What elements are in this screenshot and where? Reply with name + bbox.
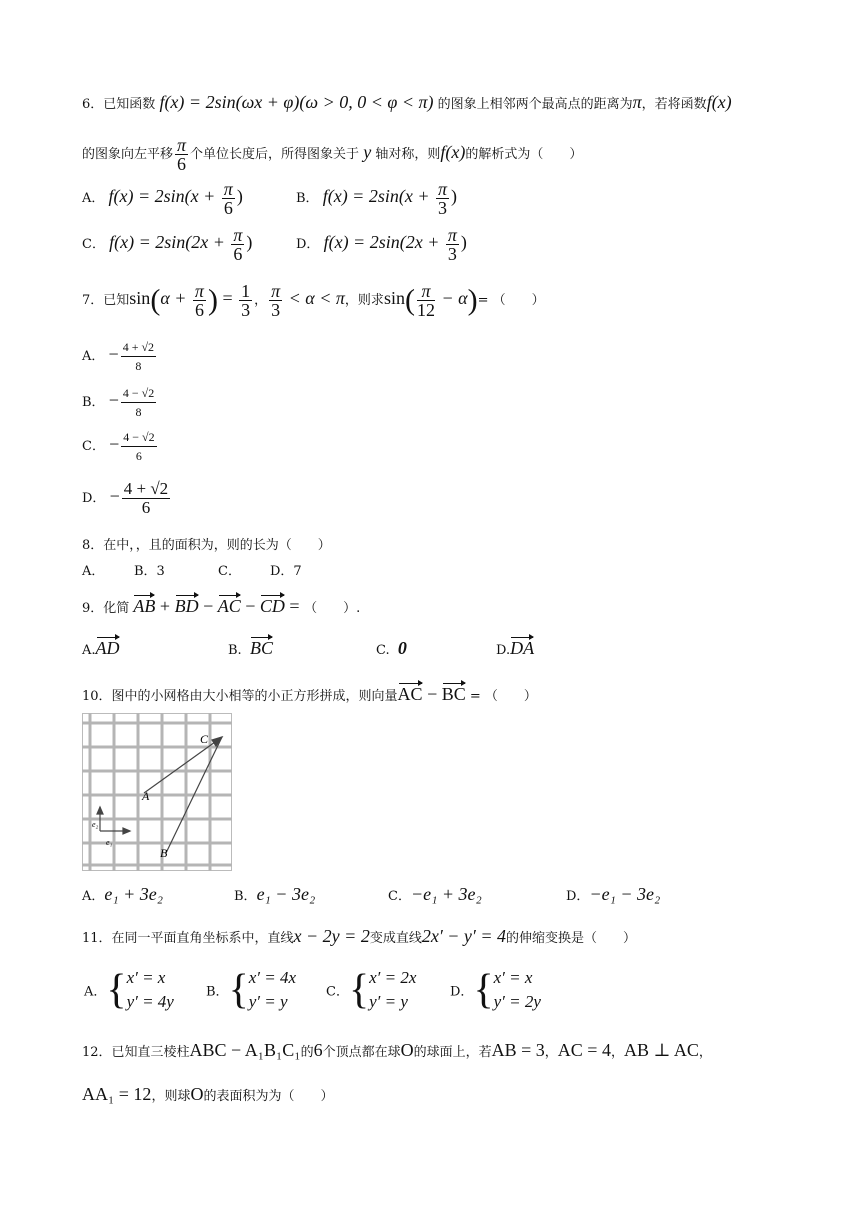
q6-option-a-den: 6 [223,198,233,218]
q11-option-c [326,966,416,1014]
q11-option-a-label: A． [84,984,107,1000]
q6-pi: π [632,92,642,112]
q9-minus2: − [240,596,260,616]
q9-option-a-vec: AD [95,638,120,658]
q7-option-d [82,480,172,517]
q6-number: 6． [82,97,104,112]
q6-option-b-den: 3 [437,198,447,218]
q7-result-den: 3 [241,300,251,320]
q7-option-b-num: 4 − √2 [121,384,156,403]
q11-option-a-eq2: y′ = 4y [126,992,174,1011]
q11-line2: 2x′ − y′ = 4 [421,926,506,946]
q11-option-c-brace: { [348,967,370,1013]
q10-grid-figure [82,713,232,871]
q10-vec-ac: AC [397,684,423,704]
q12-text4: 的球面上，若 [413,1045,492,1060]
q9-option-c-zero: 0 [397,638,407,658]
q11-option-b [206,966,296,1014]
q10-option-b-label: B． [234,889,257,904]
q7-frac2 [417,282,435,319]
q9-plus: + [155,596,175,616]
q12-text6: 的表面积为为（ ） [203,1089,334,1104]
q7-frac1-den: 6 [194,300,204,320]
q6-line1 [82,92,732,115]
q7-option-c-num: 4 − √2 [121,428,156,447]
q6-option-d-expr: f(x) = 2sin(2x + [323,232,444,252]
q9-vec-ac: AC [217,596,241,616]
q10-option-b-expr: e₁ − 3e₂ [256,884,316,904]
q11-option-c-system [369,966,416,1014]
q6-text2: 的图象上相邻两个最高点的距离为 [437,97,633,112]
q6-option-b-num: π [437,179,447,199]
q12-o2: O [190,1084,204,1104]
q7-option-a [82,338,158,375]
q7-option-d-num: 4 + √2 [123,479,169,498]
q10-option-c-label: C． [388,889,411,904]
q7-option-b-label: B． [82,395,105,410]
q6-option-b [296,180,457,217]
q12-text3: 个顶点都在球 [322,1045,401,1060]
q9-option-c [376,638,407,659]
fig-label-a: A [142,789,150,803]
q12-line2 [82,1084,333,1107]
q10-stem [82,684,537,707]
q7-cond-frac [269,282,282,319]
q6-option-a [82,180,243,217]
q11-option-b-eq1: x′ = 4x [248,968,297,987]
fig-label-c: C [200,732,209,746]
q11-option-b-brace: { [228,967,249,1013]
q11-line1: x − 2y = 2 [293,926,370,946]
q6-option-c-num: π [233,225,243,245]
q10-option-d [566,884,660,905]
fig-label-e1: e₁ [106,838,113,847]
q6-option-c [82,226,252,263]
q8-option-c: C． [218,564,241,579]
q7-result-num: 1 [241,281,251,301]
q7-option-a-neg: − [108,344,119,364]
q7-minus-alpha: − α [436,288,468,308]
q11-option-c-label: C． [326,984,349,1000]
q8-option-d: D．7 [270,564,302,579]
q7-option-a-label: A． [82,349,105,364]
q7-line1 [82,282,545,319]
q9-option-b-vec: BC [249,638,273,658]
q6-option-c-expr: f(x) = 2sin(2x + [109,232,230,252]
q12-o: O [400,1040,414,1060]
q7-option-a-num: 4 + √2 [121,338,156,357]
q6-option-c-label: C． [82,237,105,252]
q6-option-c-frac [231,226,244,263]
q7-paren-close: ) [207,283,218,317]
q12-perp: AB ⊥ AC [623,1040,699,1060]
q12-text1: 12．已知直三棱柱 [82,1045,190,1060]
q9-option-d-vec: DA [510,638,535,658]
q11-option-a-eq1: x′ = x [126,968,166,987]
q6-fx2: f(x) [440,142,466,162]
fig-label-e2: e₂ [92,820,99,829]
q12-ac: AC = 4 [557,1040,611,1060]
q9-tail: （ ）. [304,601,361,616]
q6-frac-den: 6 [177,154,187,174]
q6-option-a-label: A． [82,191,105,206]
q10-tail: = （ ） [465,689,537,704]
q6-option-b-frac [436,180,449,217]
q10-option-d-expr: −e₁ − 3e₂ [589,884,661,904]
q9-vec-ab: AB [133,596,156,616]
q11-option-b-label: B． [206,984,229,1000]
q12-line1 [82,1040,712,1063]
q10-option-b [234,884,315,905]
q10-option-a-label: A． [82,889,105,904]
q8-option-a: A． [82,564,105,579]
q9-option-a [82,638,120,659]
q7-frac1 [193,282,206,319]
q7-option-c-neg: − [109,434,120,454]
q6-text5: 个单位长度后，所得图象关于 [190,147,360,162]
q7-frac-result [239,282,252,319]
q9-option-c-label: C. [376,643,390,658]
q11-text3: 的伸缩变换是（ ） [506,931,637,946]
q12-ab: AB = 3 [491,1040,545,1060]
q7-cond-num: π [271,281,281,301]
q7-eq: = [217,288,238,308]
q6-option-a-num: π [223,179,233,199]
q6-option-a-frac [222,180,235,217]
q7-option-c-label: C． [82,439,105,454]
q9-vec-cd: CD [259,596,285,616]
q11-option-b-eq2: y′ = y [248,992,288,1011]
q7-text3: = （ ） [477,293,545,308]
q6-text3: ，若将函数 [641,97,707,112]
q7-sin: sin [129,288,151,308]
q6-option-b-close: ) [451,186,457,206]
q6-option-d-den: 3 [447,244,457,264]
q7-paren2-close: ) [467,283,478,317]
q7-cond-den: 3 [271,300,281,320]
q6-option-d [296,226,467,263]
q7-option-b-den: 8 [135,405,142,419]
q11-option-a-system [127,966,174,1014]
q7-sin2: sin [383,288,405,308]
q8-option-b: B．3 [134,564,165,579]
q11-option-d-label: D． [450,984,474,1000]
q7-option-c [82,428,159,465]
q7-option-b-frac [121,384,156,421]
q7-paren2-open: ( [404,283,415,317]
q10-option-c [388,884,482,905]
q6-option-d-num: π [447,225,457,245]
q7-option-b [82,384,158,421]
q6-option-d-close: ) [460,232,467,252]
q7-option-a-den: 8 [135,359,142,373]
q9-option-a-label: A. [82,643,96,658]
q10-option-c-expr: −e₁ + 3e₂ [410,884,482,904]
q7-option-a-frac [121,338,156,375]
q6-y: y [363,142,372,162]
q11-option-c-eq2: y′ = y [369,992,408,1011]
q6-option-c-den: 6 [233,244,243,264]
q6-option-c-close: ) [246,232,253,252]
q10-minus: − [422,684,442,704]
q6-text6: 轴对称，则 [375,147,441,162]
q7-frac1-num: π [194,281,204,301]
q11-option-a-brace: { [106,967,127,1013]
q7-option-b-neg: − [108,390,119,410]
q9-option-d [496,638,534,659]
q11-option-c-eq1: x′ = 2x [369,968,417,987]
q6-option-a-expr: f(x) = 2sin(x + [108,186,220,206]
q11-text2: 变成直线 [369,931,422,946]
q6-line2 [82,136,582,173]
q6-text1: 已知函数 [103,97,156,112]
q9-stem [82,596,360,619]
q6-option-a-close: ) [236,186,243,206]
fig-label-b: B [160,846,168,860]
q10-option-a-expr: e₁ + 3e₂ [104,884,164,904]
q6-option-b-label: B． [296,191,319,206]
q7-frac2-den: 12 [416,300,435,320]
q7-paren-open: ( [150,283,161,317]
q12-text5: ，则球 [151,1089,191,1104]
q10-vec-bc: BC [441,684,466,704]
q7-option-c-frac [121,428,156,465]
q11-stem [82,926,636,949]
q11-option-b-system [249,966,296,1014]
q7-frac2-num: π [417,282,435,301]
q7-text2: ，则求 [344,293,384,308]
q11-option-d [450,966,541,1014]
q9-number: 9．化简 [82,601,130,616]
q12-six: 6 [313,1040,323,1060]
q9-minus1: − [198,596,218,616]
q6-text7: 的解析式为（ ） [465,147,583,162]
q12-comma1: ， [544,1045,558,1060]
q11-text1: 11．在同一平面直角坐标系中，直线 [82,931,294,946]
q6-fx: f(x) [706,92,732,112]
q9-vec-bd: BD [174,596,199,616]
q10-option-d-label: D． [566,889,590,904]
q9-option-b [228,638,273,659]
q11-option-d-eq2: y′ = 2y [493,992,541,1011]
q9-eq: = [284,596,305,616]
q11-option-d-eq1: x′ = x [493,968,533,987]
q12-text2: 的 [300,1045,314,1060]
q10-option-a [82,884,163,905]
q12-comma2: ， [610,1045,624,1060]
q12-aa: AA₁ = 12 [82,1084,152,1104]
q11-option-a [84,966,174,1014]
q6-frac-num: π [177,135,187,155]
q7-number: 7． [82,293,104,308]
q10-stem-text: 10．图中的小网格由大小相等的小正方形拼成，则向量 [82,689,398,704]
q6-option-b-expr: f(x) = 2sin(x + [322,186,434,206]
q6-shift-fraction [175,136,188,173]
q11-option-d-system [494,966,541,1014]
q6-option-d-frac [446,226,459,263]
q11-option-d-brace: { [473,967,494,1013]
q9-option-b-label: B. [228,643,242,658]
q7-option-d-neg: − [109,486,120,506]
q7-comma: ， [254,293,268,308]
q6-option-d-label: D． [296,237,320,252]
q7-condition: < α < π [284,288,345,308]
q6-function: f(x) = 2sin(ωx + φ)(ω > 0, 0 < φ < π) [159,92,434,112]
q7-option-d-den: 6 [141,498,151,517]
q9-option-d-label: D. [496,643,511,658]
q7-text1: 已知 [103,293,130,308]
q7-option-d-label: D． [82,491,106,506]
q8-stem: 8．在中，，且的面积为，则的长为（ ） [82,538,331,553]
q7-option-d-frac [122,480,170,517]
q7-option-c-den: 6 [135,449,142,463]
q7-alpha: α + [160,288,191,308]
q12-prism: ABC − A₁B₁C₁ [189,1040,301,1060]
q6-text4: 的图象向左平移 [82,147,174,162]
q12-comma3: ， [698,1045,712,1060]
